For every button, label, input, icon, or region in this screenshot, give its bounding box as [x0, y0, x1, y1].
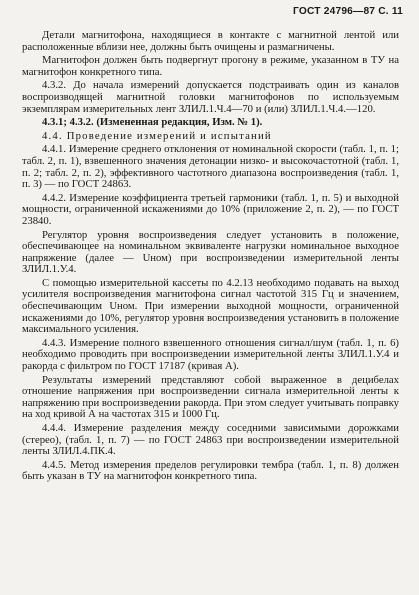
paragraph-4-4-5: 4.4.5. Метод измерения пределов регулировки тембра (табл. 1, п. 8) должен быть указан в ТУ на магнитофон конкретного типа. — [22, 458, 399, 483]
paragraph-4-4-2: 4.4.2. Измерение коэффициента третьей гармоники (табл. 1, п. 5) и выходной мощности, ограниченной искажениями до 10% (приложение 2, п. 2), — по ГОСТ 23840. — [22, 191, 399, 227]
paragraph-results: Результаты измерений представляют собой выраженное в децибелах отношение напряжения при воспроизведении сигнала измерительной ленты к напряжению при воспроизведении ракорда. При этом следует учитывать поправку на ход кривой А на частотах 315 и 1000 Гц. — [22, 373, 399, 421]
paragraph-4-4-4: 4.4.4. Измерение разделения между соседними зависимыми дорожками (стерео), (табл. 1, п. 7) — по ГОСТ 24863 при воспроизведении измерительной ленты ЗЛИЛ.4.ПК.4. — [22, 422, 399, 458]
paragraph-4-3-2: 4.3.2. До начала измерений допускается подстраивать один из каналов воспроизводящей магнитной головки магнитофонов по используемым экземплярам измерительных лент ЗЛИЛ.1.Ч.4—70 и (или) ЗЛИЛ.1.Ч.4.—120. — [22, 79, 399, 115]
paragraph-1: Детали магнитофона, находящиеся в контакте с магнитной лентой или расположенные вблизи нее, должны быть очищены и размагничены. — [22, 29, 399, 53]
paragraph-cassette: С помощью измерительной кассеты по 4.2.13 необходимо подавать на выход усилителя воспроизведения магнитофона сигнал частотой 315 Гц и значением, обеспечивающим Uном. При измерении выходной мощности, ограниченной искажениями до 10%, регулятор уровня воспроизведения установить в положение максимального усиления. — [22, 276, 399, 336]
page-header: ГОСТ 24796—87 С. 11 — [293, 6, 403, 17]
paragraph-4-4-3: 4.4.3. Измерение полного взвешенного отношения сигнал/шум (табл. 1, п. 6) необходимо проводить при воспроизведении измерительной ленты ЗЛИЛ.1.У.4 и ракорда с фильтром по ГОСТ 17187 (кривая А). — [22, 336, 399, 373]
document-body — [22, 30, 399, 485]
amendment-note: 4.3.1; 4.3.2. (Измененная редакция, Изм. № 1). — [42, 116, 263, 129]
paragraph-4-4-1: 4.4.1. Измерение среднего отклонения от номинальной скорости (табл. 1, п. 1; табл. 2, п. 1), взвешенного значения детонации низко- и высокочастотной (табл. 1, п. 2; табл. 2, п. 2), эффективного частотного диапазона воспроизведения (табл. 1, п. 3) — по ГОСТ 24863. — [22, 143, 399, 191]
paragraph-regulator: Регулятор уровня воспроизведения следует установить в положение, обеспечивающее на номинальном эквиваленте нагрузки номинальное выходное напряжение (далее — Uном) при воспроизведении измерительной ленты ЗЛИЛ.1.У.4. — [22, 228, 399, 276]
section-heading-4-4: 4.4. Проведение измерений и испытаний — [42, 129, 272, 142]
paragraph-2: Магнитофон должен быть подвергнут прогону в режиме, указанном в ТУ на магнитофон конкретного типа. — [22, 54, 399, 78]
